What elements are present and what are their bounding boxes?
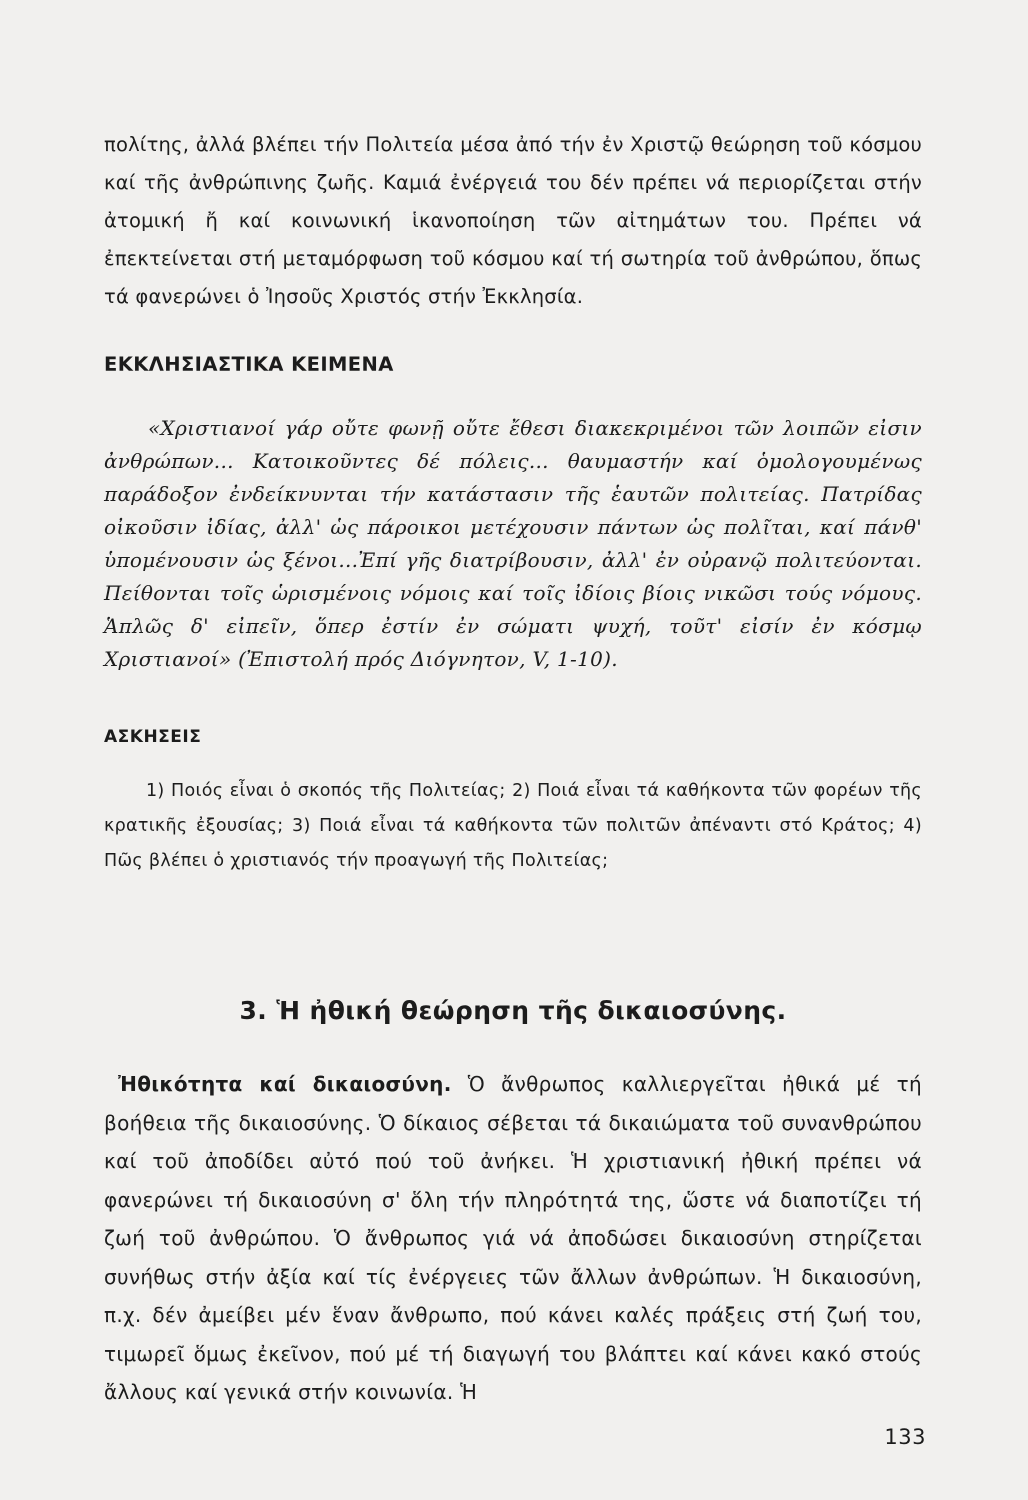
section-text: Ὁ ἄνθρωπος καλλιεργεῖται ἠθικά μέ τή βοήθεια τῆς δικαιοσύνης. Ὁ δίκαιος σέβεται τά δικαιώματα τοῦ συνανθρώπου καί τοῦ ἀποδίδει αὐτό πού τοῦ ἀνήκει. Ἡ χριστιανική ἠθική πρέπει νά φανερώνει τή δικαιοσύνη σ' ὅλη τήν πληρότητά της, ὥστε νά διαποτίζει τή ζωή τοῦ ἀνθρώπου. Ὁ ἄνθρωπος γιά νά ἀποδώσει δικαιοσύνη στηρίζεται συνήθως στήν ἀξία καί τίς ἐνέργειες τῶν ἄλλων ἀνθρώπων. Ἡ δικαιοσύνη, π.χ. δέν ἀμείβει μέν ἕναν ἄνθρωπο, πού κάνει καλές πράξεις στή ζωή του, τιμωρεῖ ὅμως ἐκεῖνον, πού μέ τή διαγωγή του βλάπτει καί κάνει κακό στούς ἄλλους καί γενικά στήν κοινωνία. Ἡ: [104, 1072, 922, 1404]
section-title: 3. Ἡ ἠθική θεώρηση τῆς δικαιοσύνης.: [239, 996, 787, 1025]
exercises-heading: ΑΣΚΗΣΕΙΣ: [104, 727, 202, 747]
church-texts-heading: ΕΚΚΛΗΣΙΑΣΤΙΚΑ ΚΕΙΜΕΝΑ: [104, 353, 394, 376]
church-texts-quote: «Χριστιανοί γάρ οὔτε φωνῇ οὔτε ἔθεσι διακεκριμένοι τῶν λοιπῶν εἰσιν ἀνθρώπων... Κατοικοῦντες δέ πόλεις... θαυμαστήν καί ὁμολογουμένως παράδοξον ἐνδείκνυνται τήν κατάστασιν τῆς ἑαυτῶν πολιτείας. Πατρίδας οἰκοῦσιν ἰδίας, ἀλλ' ὡς πάροικοι μετέχουσιν πάντων ὡς πολῖται, καί πάνθ' ὑπομένουσιν ὡς ξένοι...Ἐπί γῆς διατρίβουσιν, ἀλλ' ἐν οὐρανῷ πολιτεύονται. Πείθονται τοῖς ὡρισμένοις νόμοις καί τοῖς ἰδίοις βίοις νικῶσι τούς νόμους. Ἁπλῶς δ' εἰπεῖν, ὅπερ ἐστίν ἐν σώματι ψυχή, τοῦτ' εἰσίν ἐν κόσμῳ Χριστιανοί» (Ἐπιστολή πρός Διόγνητον, V, 1-10).: [104, 416, 922, 671]
section-lead: Ἠθικότητα καί δικαιοσύνη.: [118, 1072, 452, 1096]
exercises-text: 1) Ποιός εἶναι ὁ σκοπός τῆς Πολιτείας; 2) Ποιά εἶναι τά καθήκοντα τῶν φορέων τῆς κρατικῆς ἐξουσίας; 3) Ποιά εἶναι τά καθήκοντα τῶν πολιτῶν ἀπέναντι στό Κράτος; 4) Πῶς βλέπει ὁ χριστιανός τήν προαγωγή τῆς Πολιτείας;: [104, 781, 922, 871]
section-paragraph: [104, 1065, 922, 1412]
page-number: 133: [884, 1425, 926, 1449]
intro-paragraph: πολίτης, ἀλλά βλέπει τήν Πολιτεία μέσα ἀπό τήν ἐν Χριστῷ θεώρηση τοῦ κόσμου καί τῆς ἀνθρώπινης ζωῆς. Καμιά ἐνέργειά του δέν πρέπει νά περιορίζεται στήν ἀτομική ἤ καί κοινωνική ἱκανοποίηση τῶν αἰτημάτων του. Πρέπει νά ἐπεκτείνεται στή μεταμόρφωση τοῦ κόσμου καί τή σωτηρία τοῦ ἀνθρώπου, ὅπως τά φανερώνει ὁ Ἰησοῦς Χριστός στήν Ἐκκλησία.: [104, 133, 922, 308]
